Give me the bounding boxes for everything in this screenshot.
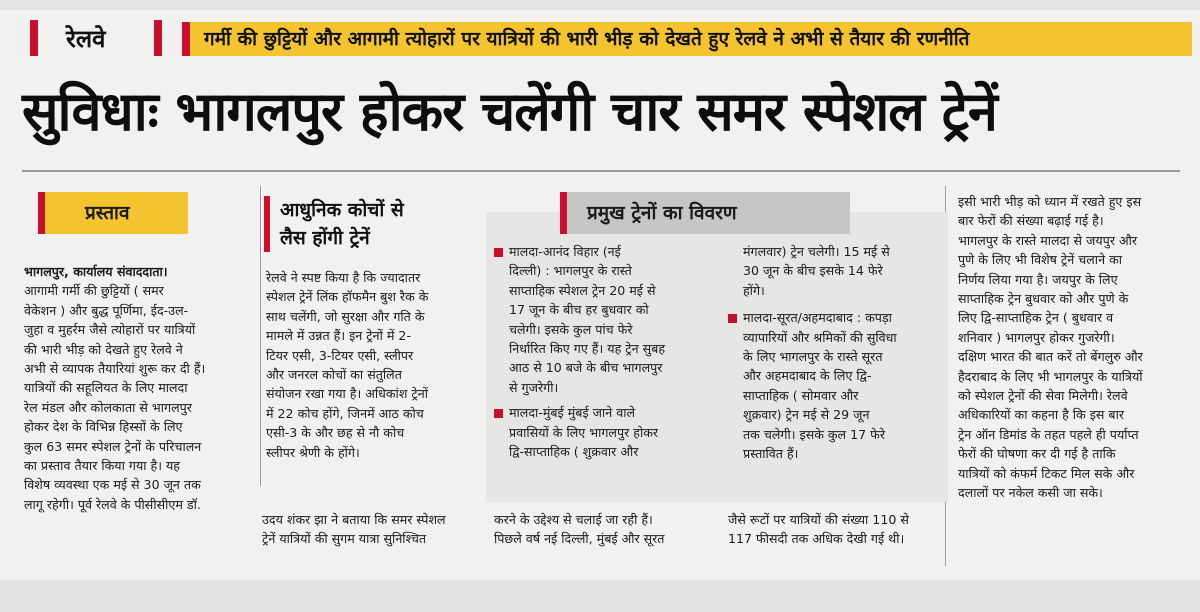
text-line: आठ से 10 बजे के बीच भागलपुर	[509, 360, 663, 376]
text-line: अभी से व्यापक तैयारियां शुरू कर दी हैं।	[24, 361, 206, 377]
text-line: जुहा व मुहर्रम जैसे त्योहारों पर यात्रियों	[24, 322, 196, 338]
text-line: के लिए भागलपुर के रास्ते सूरत	[743, 349, 883, 365]
text-line: लिए द्वि-साप्ताहिक ट्रेन ( बुधवार व	[958, 310, 1114, 326]
text-line: प्रस्तावित हैं।	[743, 446, 799, 462]
text-line: 117 फीसदी तक अधिक देखी गई थी।	[728, 531, 905, 547]
text-line: की भारी भीड़ को देखते हुए रेलवे ने	[24, 341, 183, 357]
text-line: फेरों की घोषणा कर दी गई है ताकि	[958, 446, 1116, 462]
text-line: रेलवे ने स्पष्ट किया है कि ज्यादातर	[266, 270, 421, 285]
bullet-icon	[494, 409, 503, 418]
text-line: साथ चलेंगी, जो सुरक्षा और गति के	[266, 308, 425, 324]
text-line: पिछले वर्ष नई दिल्ली, मुंबई और सूरत	[494, 531, 665, 547]
kicker-strap: गर्मी की छुट्टियों और आगामी त्योहारों पर यात्रियों की भारी भीड़ को देखते हुए रेलवे ने अभी से तैयार की रणनीति	[182, 22, 1192, 56]
text-line: अधिकारियों का कहना है कि इस बार	[958, 407, 1125, 423]
text-line: में 22 कोच होंगे, जिनमें आठ कोच	[266, 405, 424, 421]
text-line: तक चलेगी। इसके कुल 17 फेरे	[743, 426, 885, 442]
column-2-bottom	[262, 510, 484, 549]
column-2-text	[266, 268, 484, 462]
text-line: उदय शंकर झा ने बताया कि समर स्पेशल	[262, 512, 446, 527]
column-4-text	[958, 192, 1188, 503]
box-title: प्रमुख ट्रेनों का विवरण	[560, 192, 850, 234]
column-1-text	[24, 262, 254, 514]
subhead-line: आधुनिक कोचों से	[280, 199, 404, 221]
text-line: 30 जून के बीच इसके 14 फेरे	[743, 263, 883, 279]
text-line: और जनरल कोचों का संतुलित	[266, 367, 402, 383]
train-item-title: मालदा-मुंबई मुंबई जाने वाले	[509, 405, 636, 421]
text-line: साप्ताहिक स्पेशल ट्रेन 20 मई से	[509, 282, 656, 298]
text-line: चलेगी। इसके कुल पांच फेरे	[509, 321, 633, 337]
top-edge	[0, 0, 1200, 10]
column-divider-1	[260, 186, 261, 486]
text-line: हैदराबाद के लिए भी भागलपुर के यात्रियों	[958, 368, 1143, 384]
text-line	[728, 308, 944, 327]
text-line: स्पेशल ट्रेनें लिंक हॉफमैन बुश रैक के	[266, 289, 429, 305]
text-line: व्यापारियों और श्रमिकों की सुविधा	[743, 329, 897, 345]
text-line: जैसे रूटों पर यात्रियों की संख्या 110 से	[728, 512, 909, 527]
text-line: दलालों पर नकेल कसी जा सके।	[958, 485, 1103, 501]
text-line: मामले में उन्नत हैं। इन ट्रेनों में 2-	[266, 328, 411, 344]
bullet-icon	[728, 314, 737, 323]
text-line: से गुजरेगी।	[509, 379, 559, 395]
text-line: ट्रेन ऑन डिमांड के तहत पहले ही पर्याप्त	[958, 426, 1139, 442]
headline: सुविधाः भागलपुर होकर चलेंगी चार समर स्पेशल ट्रेनें	[22, 80, 997, 143]
text-line: साप्ताहिक ट्रेन बुधवार को और पुणे के	[958, 291, 1129, 307]
text-line: होकर देश के विभिन्न हिस्सों के लिए	[24, 419, 183, 435]
text-line: 17 जून के बीच हर बुधवार को	[509, 302, 649, 318]
text-line: एसी-3 के और छह से नौ कोच	[266, 425, 405, 441]
train-item-title: मालदा-सूरत/अहमदाबाद : कपड़ा	[743, 310, 892, 326]
text-line: होंगे।	[743, 282, 765, 298]
subhead-red-mark	[264, 196, 270, 252]
text-line: आगामी गर्मी की छुट्टियों ( समर	[24, 283, 164, 299]
subhead-line: लैस होंगी ट्रेनें	[280, 227, 370, 249]
text-line: विशेष व्यवस्था एक मई से 30 जून तक	[24, 477, 201, 493]
text-line: पुणे के लिए भी विशेष ट्रेनें चलाने का	[958, 252, 1122, 268]
section-label-prastav: प्रस्ताव	[38, 192, 188, 234]
text-line: करने के उद्देश्य से चलाई जा रही हैं।	[494, 512, 653, 527]
dateline: भागलपुर, कार्यालय संवाददाता।	[24, 264, 168, 279]
text-line: निर्धारित किए गए हैं। यह ट्रेन सुबह	[509, 341, 666, 357]
text-line: साप्ताहिक ( सोमवार और	[743, 387, 859, 403]
text-line: और अहमदाबाद के लिए द्वि-	[743, 368, 872, 384]
text-line: भागलपुर के रास्ते मालदा से जयपुर और	[958, 232, 1138, 248]
text-line	[494, 242, 718, 261]
box-left-column	[494, 242, 718, 461]
text-line: इसी भारी भीड़ को ध्यान में रखते हुए इस	[958, 194, 1142, 209]
text-line: रेल मंडल और कोलकाता से भागलपुर	[24, 399, 192, 415]
text-line: संयोजन रखा गया है। अधिकांश ट्रेनों	[266, 386, 428, 402]
text-line: यात्रियों की सहूलियत के लिए मालदा	[24, 380, 188, 396]
text-line	[494, 403, 718, 422]
text-line: शनिवार ) भागलपुर होकर गुजरेगी।	[958, 329, 1115, 345]
kicker-label: रेलवे	[66, 25, 106, 53]
text-line: टियर एसी, 3-टियर एसी, स्लीपर	[266, 347, 414, 363]
text-line: निर्णय लिया गया है। जयपुर के लिए	[958, 271, 1118, 287]
text-line: को स्पेशल ट्रेनों की सेवा मिलेगी। रेलवे	[958, 388, 1128, 404]
kicker-red-mark-right	[154, 20, 162, 56]
text-line: ट्रेनें यात्रियों की सुगम यात्रा सुनिश्चित	[262, 531, 427, 547]
text-line: वेकेशन ) और बुद्ध पूर्णिमा, ईद-उल-	[24, 302, 189, 318]
kicker-red-mark	[30, 20, 38, 56]
text-line: लागू रहेगी। पूर्व रेलवे के पीसीसीएम डॉ.	[24, 496, 201, 512]
text-line: प्रवासियों के लिए भागलपुर होकर	[509, 424, 659, 440]
text-line: का प्रस्ताव तैयार किया गया है। यह	[24, 458, 180, 474]
text-line: मंगलवार) ट्रेन चलेगी। 15 मई से	[743, 244, 890, 259]
text-line: शुक्रवार) ट्रेन मई से 29 जून	[743, 407, 870, 423]
box-right-column	[728, 242, 944, 463]
bullet-icon	[494, 248, 503, 257]
text-line: स्लीपर श्रेणी के होंगे।	[266, 444, 360, 460]
bottom-margin	[0, 580, 1200, 612]
text-line: द्वि-साप्ताहिक ( शुक्रवार और	[509, 444, 639, 460]
text-line: कुल 63 समर स्पेशल ट्रेनों के परिचालन	[24, 438, 202, 454]
headline-rule	[22, 170, 1180, 172]
subhead	[280, 196, 480, 252]
text-line: बार फेरों की संख्या बढ़ाई गई है।	[958, 213, 1104, 229]
box-bottom-right	[728, 510, 944, 549]
text-line: यात्रियों को कंफर्म टिकट मिल सके और	[958, 465, 1135, 481]
text-line: दिल्ली) : भागलपुर के रास्ते	[509, 263, 632, 279]
box-bottom-left	[494, 510, 718, 549]
train-item-title: मालदा-आनंद विहार (नई	[509, 244, 621, 259]
text-line: दक्षिण भारत की बात करें तो बेंगलुरु और	[958, 349, 1143, 365]
